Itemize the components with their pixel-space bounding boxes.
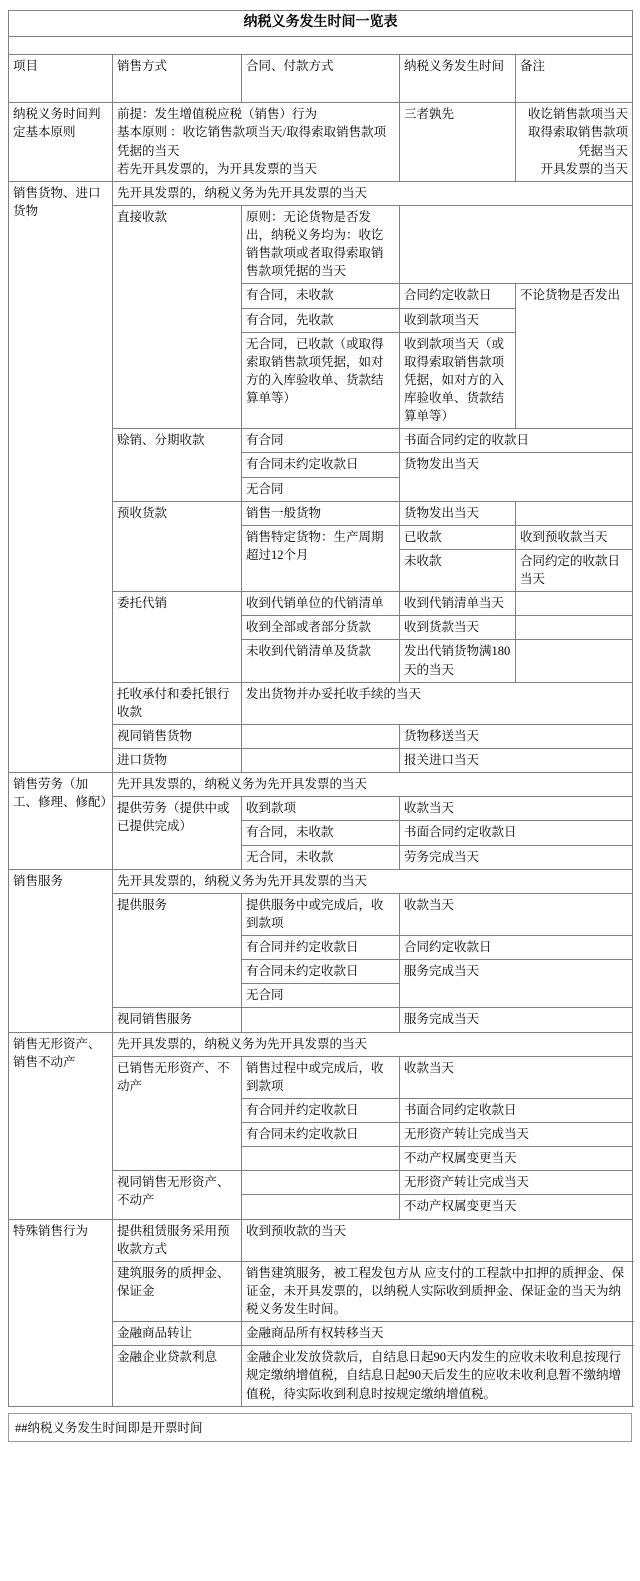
table-row	[9, 1219, 633, 1261]
obligation-time-cell: 收到款项当天（或取得索取销售款项凭据，如对方的入库验收单、货款结算单等）	[400, 332, 516, 429]
table-sections-body	[9, 181, 633, 1406]
sales-method-cell: 委托代销	[113, 592, 242, 683]
section-invoice-rule: 先开具发票的，纳税义务为先开具发票的当天	[113, 181, 633, 205]
obligation-time-cell: 收款当天	[400, 1056, 633, 1098]
obligation-time-cell	[400, 205, 633, 284]
section-rule-row	[9, 181, 633, 205]
contract-payment-cell: 销售特定货物：生产周期超过12个月	[242, 525, 400, 591]
contract-payment-cell: 收到代销单位的代销清单	[242, 592, 400, 616]
sales-method-cell: 提供租赁服务采用预收款方式	[113, 1219, 242, 1261]
sales-method-cell: 视同销售无形资产、不动产	[113, 1171, 242, 1219]
sales-method-cell: 进口货物	[113, 749, 242, 773]
principle-time: 三者孰先	[400, 103, 516, 182]
contract-payment-cell: 无合同	[242, 984, 400, 1008]
obligation-time-cell: 货物发出当天	[400, 453, 633, 501]
contract-payment-cell: 提供服务中或完成后，收到款项	[242, 893, 400, 935]
contract-payment-cell: 无合同，已收款（或取得索取销售款项凭据，如对方的入库验收单、货款结算单等）	[242, 332, 400, 429]
obligation-time-cell: 无形资产转让完成当天	[400, 1171, 633, 1195]
sales-method-cell: 提供服务	[113, 893, 242, 1008]
section-rule-row	[9, 869, 633, 893]
section-item-label: 特殊销售行为	[9, 1219, 113, 1406]
contract-payment-cell: 收到预收款的当天	[242, 1219, 633, 1261]
obligation-time-cell: 书面合同约定收款日	[400, 821, 633, 845]
obligation-time-cell: 报关进口当天	[400, 749, 633, 773]
contract-payment-cell	[242, 1147, 400, 1171]
contract-payment-cell: 有合同未约定收款日	[242, 453, 400, 477]
column-header-sales-method: 销售方式	[113, 55, 242, 103]
column-header-contract-payment: 合同、付款方式	[242, 55, 400, 103]
obligation-time-cell: 合同约定收款日	[400, 284, 516, 308]
contract-payment-cell	[242, 1171, 400, 1195]
title-row	[9, 11, 633, 37]
contract-payment-cell	[242, 724, 400, 748]
section-item-label: 销售无形资产、销售不动产	[9, 1032, 113, 1219]
column-header-item: 项目	[9, 55, 113, 103]
section-invoice-rule: 先开具发票的，纳税义务为先开具发票的当天	[113, 1032, 633, 1056]
principle-item: 纳税义务时间判定基本原则	[9, 103, 113, 182]
sales-method-cell: 视同销售服务	[113, 1008, 242, 1032]
tax-obligation-table	[8, 10, 633, 1407]
principle-row	[9, 103, 633, 182]
footer-note: ##纳税义务发生时间即是开票时间	[8, 1413, 632, 1442]
column-header-remark: 备注	[516, 55, 633, 103]
remark-cell: 收到预收款当天	[516, 525, 633, 549]
contract-payment-cell: 有合同，未收款	[242, 284, 400, 308]
section-item-label: 销售货物、进口货物	[9, 181, 113, 772]
contract-payment-cell: 有合同	[242, 429, 400, 453]
contract-payment-cell: 有合同，未收款	[242, 821, 400, 845]
sales-method-cell: 建筑服务的质押金、保证金	[113, 1261, 242, 1321]
sales-method-cell: 提供劳务（提供中或已提供完成）	[113, 797, 242, 869]
spacer-cell	[9, 37, 633, 55]
contract-payment-cell: 销售一般货物	[242, 501, 400, 525]
sales-method-cell: 视同销售货物	[113, 724, 242, 748]
contract-payment-cell: 有合同，先收款	[242, 308, 400, 332]
obligation-time-cell: 未收款	[400, 549, 516, 591]
contract-payment-cell: 无合同	[242, 477, 400, 501]
contract-payment-cell: 收到款项	[242, 797, 400, 821]
obligation-time-cell: 不动产权属变更当天	[400, 1195, 633, 1219]
sales-method-cell: 托收承付和委托银行收款	[113, 682, 242, 724]
remark-cell	[516, 592, 633, 616]
section-rule-row	[9, 1032, 633, 1056]
obligation-time-cell: 不动产权属变更当天	[400, 1147, 633, 1171]
contract-payment-cell: 原则：无论货物是否发出，纳税义务均为：收讫销售款项或者取得索取销售款项凭据的当天	[242, 205, 400, 284]
remark-cell	[516, 640, 633, 682]
remark-cell	[516, 616, 633, 640]
principle-remark: 收讫销售款项当天 取得索取销售款项凭据当天 开具发票的当天	[516, 103, 633, 182]
obligation-time-cell: 服务完成当天	[400, 960, 633, 1008]
sales-method-cell: 直接收款	[113, 205, 242, 428]
sales-method-cell: 金融企业贷款利息	[113, 1346, 242, 1406]
obligation-time-cell: 收到货款当天	[400, 616, 516, 640]
obligation-time-cell: 书面合同约定收款日	[400, 1098, 633, 1122]
contract-payment-cell: 未收到代销清单及货款	[242, 640, 400, 682]
section-invoice-rule: 先开具发票的，纳税义务为先开具发票的当天	[113, 773, 633, 797]
obligation-time-cell: 货物移送当天	[400, 724, 633, 748]
contract-payment-cell: 有合同未约定收款日	[242, 960, 400, 984]
remark-cell: 不论货物是否发出	[516, 284, 633, 429]
section-item-label: 销售服务	[9, 869, 113, 1032]
contract-payment-cell: 金融商品所有权转移当天	[242, 1322, 633, 1346]
section-invoice-rule: 先开具发票的，纳税义务为先开具发票的当天	[113, 869, 633, 893]
contract-payment-cell	[242, 749, 400, 773]
obligation-time-cell: 合同约定收款日	[400, 936, 633, 960]
contract-payment-cell: 收到全部或者部分货款	[242, 616, 400, 640]
page-title: 纳税义务发生时间一览表	[9, 11, 633, 37]
obligation-time-cell: 收款当天	[400, 797, 633, 821]
obligation-time-cell: 书面合同约定的收款日	[400, 429, 633, 453]
principle-detail: 前提：发生增值税应税（销售）行为 基本原则 ：收讫销售款项当天/取得索取销售款项凭据的当天 若先开具发票的，为开具发票的当天	[113, 103, 400, 182]
obligation-time-cell: 劳务完成当天	[400, 845, 633, 869]
section-rule-row	[9, 773, 633, 797]
obligation-time-cell: 发出代销货物满180天的当天	[400, 640, 516, 682]
obligation-time-cell: 收到款项当天	[400, 308, 516, 332]
sales-method-cell: 预收货款	[113, 501, 242, 592]
contract-payment-cell	[242, 1195, 400, 1219]
contract-payment-cell: 有合同并约定收款日	[242, 936, 400, 960]
obligation-time-cell: 货物发出当天	[400, 501, 516, 525]
sales-method-cell: 赊销、分期收款	[113, 429, 242, 501]
obligation-time-cell: 收到代销清单当天	[400, 592, 516, 616]
sales-method-cell: 金融商品转让	[113, 1322, 242, 1346]
contract-payment-cell: 发出货物并办妥托收手续的当天	[242, 682, 633, 724]
spacer-row	[9, 37, 633, 55]
section-item-label: 销售劳务（加工、修理、修配）	[9, 773, 113, 870]
remark-cell: 合同约定的收款日当天	[516, 549, 633, 591]
remark-cell	[516, 501, 633, 525]
contract-payment-cell: 有合同并约定收款日	[242, 1098, 400, 1122]
header-row	[9, 55, 633, 103]
obligation-time-cell: 无形资产转让完成当天	[400, 1123, 633, 1147]
obligation-time-cell: 服务完成当天	[400, 1008, 633, 1032]
sales-method-cell: 已销售无形资产、不动产	[113, 1056, 242, 1171]
contract-payment-cell: 金融企业发放贷款后，自结息日起90天内发生的应收未收利息按现行规定缴纳增值税，自结息日起90天后发生的应收未收利息暂不缴纳增值税，待实际收到利息时按规定缴纳增值税。	[242, 1346, 633, 1406]
obligation-time-cell: 已收款	[400, 525, 516, 549]
contract-payment-cell: 销售过程中或完成后，收到款项	[242, 1056, 400, 1098]
column-header-obligation-time: 纳税义务发生时间	[400, 55, 516, 103]
contract-payment-cell	[242, 1008, 400, 1032]
contract-payment-cell: 无合同，未收款	[242, 845, 400, 869]
contract-payment-cell: 销售建筑服务，被工程发包方从 应支付的工程款中扣押的质押金、保证金，未开具发票的，以纳税人实际收到质押金、保证金的当天为纳税义务发生时间。	[242, 1261, 633, 1321]
obligation-time-cell: 收款当天	[400, 893, 633, 935]
contract-payment-cell: 有合同未约定收款日	[242, 1123, 400, 1147]
